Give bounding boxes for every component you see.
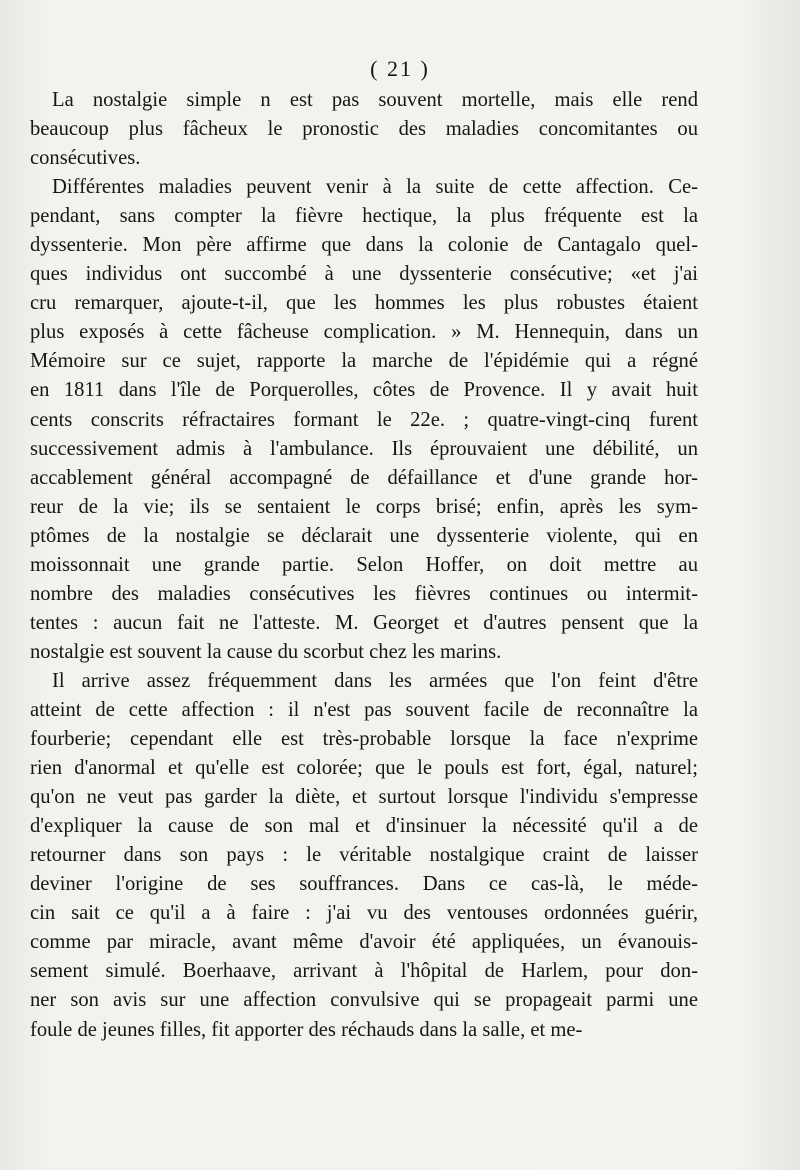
- text-line: plus exposés à cette fâcheuse complication. » M. Hennequin, dans un: [30, 321, 698, 344]
- text-line: foule de jeunes filles, fit apporter des réchauds dans la salle, et me-: [30, 1018, 583, 1041]
- text-line: moissonnait une grande partie. Selon Hoffer, on doit mettre au: [30, 553, 698, 576]
- text-line: Il arrive assez fréquemment dans les armées que l'on feint d'être: [52, 669, 698, 692]
- text-line: rien d'anormal et qu'elle est colorée; que le pouls est fort, égal, naturel;: [30, 757, 698, 780]
- text-line: ptômes de la nostalgie se déclarait une dyssenterie violente, qui en: [30, 524, 698, 547]
- text-line: retourner dans son pays : le véritable nostalgique craint de laisser: [30, 844, 698, 867]
- text-line: tentes : aucun fait ne l'atteste. M. Georget et d'autres pensent que la: [30, 611, 698, 634]
- text-line: Différentes maladies peuvent venir à la suite de cette affection. Ce-: [52, 176, 698, 199]
- paragraph-3: [30, 667, 698, 1045]
- text-line: atteint de cette affection : il n'est pas souvent facile de reconnaître la: [30, 698, 698, 721]
- page-number: ( 21 ): [370, 56, 430, 81]
- paragraph-1: [30, 86, 698, 173]
- body-text: [30, 86, 698, 1045]
- text-line: dyssenterie. Mon père affirme que dans la colonie de Cantagalo quel-: [30, 234, 698, 257]
- text-line: nombre des maladies consécutives les fièvres continues ou intermit-: [30, 582, 698, 605]
- text-line: La nostalgie simple n est pas souvent mortelle, mais elle rend: [52, 89, 698, 111]
- text-line: deviner l'origine de ses souffrances. Dans ce cas-là, le méde-: [30, 873, 698, 896]
- text-line: ner son avis sur une affection convulsive qui se propageait parmi une: [30, 989, 698, 1012]
- text-line: sement simulé. Boerhaave, arrivant à l'hôpital de Harlem, pour don-: [30, 960, 698, 983]
- text-line: accablement général accompagné de défaillance et d'une grande hor-: [30, 466, 698, 489]
- text-line: pendant, sans compter la fièvre hectique, la plus fréquente est la: [30, 205, 698, 228]
- text-line: consécutives.: [30, 147, 141, 170]
- text-line: ques individus ont succombé à une dyssenterie consécutive; «et j'ai: [30, 263, 698, 286]
- text-line: beaucoup plus fâcheux le pronostic des maladies concomitantes ou: [30, 118, 698, 141]
- text-line: comme par miracle, avant même d'avoir été appliquées, un évanouis-: [30, 931, 698, 954]
- text-line: successivement admis à l'ambulance. Ils éprouvaient une débilité, un: [30, 437, 698, 460]
- text-line: qu'on ne veut pas garder la diète, et surtout lorsque l'individu s'empresse: [30, 786, 698, 809]
- text-line: cents conscrits réfractaires formant le 22e. ; quatre-vingt-cinq furent: [30, 408, 698, 431]
- text-line: en 1811 dans l'île de Porquerolles, côtes de Provence. Il y avait huit: [30, 379, 698, 402]
- text-line: nostalgie est souvent la cause du scorbut chez les marins.: [30, 640, 502, 663]
- text-line: cin sait ce qu'il a à faire : j'ai vu des ventouses ordonnées guérir,: [30, 902, 698, 925]
- text-line: fourberie; cependant elle est très-probable lorsque la face n'exprime: [30, 728, 698, 751]
- text-line: Mémoire sur ce sujet, rapporte la marche de l'épidémie qui a régné: [30, 350, 698, 373]
- text-line: reur de la vie; ils se sentaient le corps brisé; enfin, après les sym-: [30, 495, 698, 518]
- text-line: cru remarquer, ajoute-t-il, que les hommes les plus robustes étaient: [30, 292, 698, 315]
- text-line: d'expliquer la cause de son mal et d'insinuer la nécessité qu'il a de: [30, 815, 698, 838]
- paragraph-2: [30, 173, 698, 667]
